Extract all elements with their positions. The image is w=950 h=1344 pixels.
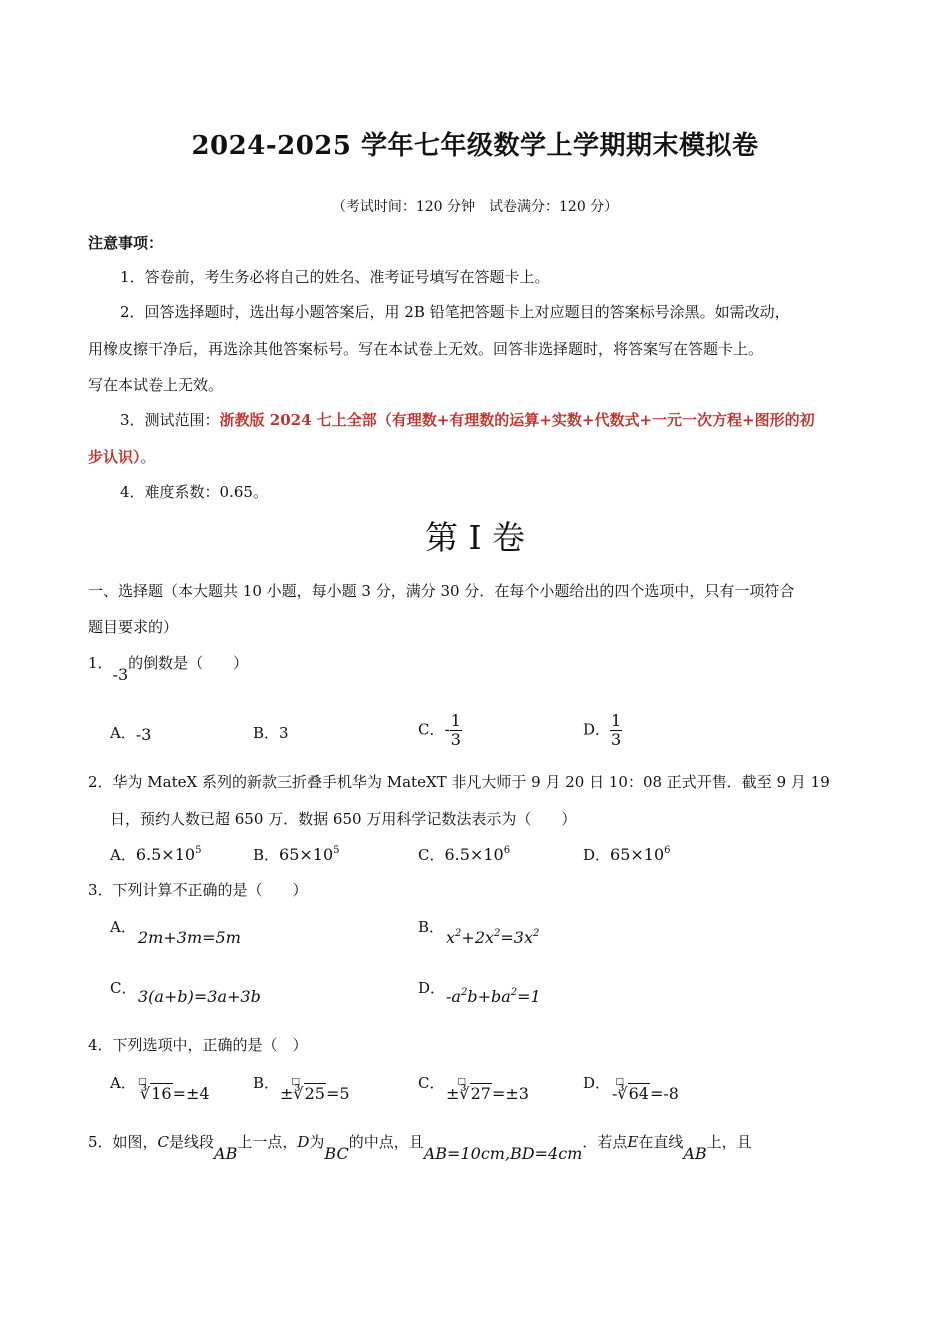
- option-label: A．: [110, 724, 136, 742]
- text: 在直线: [638, 1133, 684, 1151]
- q2-option-b-base: 65×10: [279, 845, 334, 864]
- q1-option-d: [583, 712, 622, 749]
- term: =3x: [500, 928, 533, 947]
- exponent: 2: [533, 928, 540, 939]
- question-3: 3．下列计算不正确的是（ ）: [88, 881, 308, 899]
- cube-root: □ ∛16: [138, 1077, 172, 1103]
- radicand: 25: [304, 1084, 325, 1103]
- q1-option-c-fraction: [450, 712, 462, 749]
- q3-option-a-expr: 2m+3m=5m: [138, 928, 241, 947]
- q1-option-c: [418, 712, 462, 749]
- notice-item-3-prefix: 3．测试范围：: [120, 411, 220, 429]
- option-label: B．: [253, 846, 280, 864]
- part1-heading-line-2: 题目要求的）: [88, 618, 179, 636]
- q3-option-b-label: B．: [418, 918, 445, 936]
- q4-option-c-expr: [446, 1077, 529, 1103]
- exponent: 2: [455, 928, 462, 939]
- q2-option-b: [253, 844, 340, 865]
- question-5: [88, 1131, 752, 1163]
- term: +2x: [461, 928, 495, 947]
- question-1-text: 的倒数是（ ）: [128, 654, 249, 672]
- radicand: 16: [151, 1084, 172, 1103]
- notice-item-2-line-1: 2．回答选择题时，选出每小题答案后，用 2B 铅笔把答题卡上对应题目的答案标号涂黑。如需改动，: [120, 303, 790, 321]
- term: -a: [446, 987, 461, 1006]
- point-e: E: [627, 1133, 639, 1151]
- q1-option-a-value: -3: [135, 725, 152, 744]
- term: =-8: [649, 1084, 679, 1103]
- q3-option-d-expr: [446, 987, 541, 1006]
- notice-item-2-line-2: 用橡皮擦干净后，再选涂其他答案标号。写在本试卷上无效。回答非选择题时，将答案写在答题卡上。: [88, 340, 764, 358]
- term: =±3: [491, 1084, 529, 1103]
- question-1-expr: -3: [112, 665, 129, 684]
- option-label: A．: [110, 846, 136, 864]
- point-d: D: [297, 1133, 310, 1151]
- question-1-number: 1．: [88, 654, 113, 672]
- question-4: 4．下列选项中，正确的是（ ）: [88, 1036, 308, 1054]
- test-scope: 浙教版 2024 七上全部（有理数+有理数的运算+实数+代数式+一元一次方程+图形的初: [219, 411, 815, 429]
- segment-bc: BC: [324, 1144, 349, 1163]
- exponent: 2: [494, 928, 501, 939]
- term: =1: [517, 987, 541, 1006]
- notice-item-4: 4．难度系数：0.65。: [120, 483, 268, 501]
- question-2-line-2: 日，预约人数已超 650 万．数据 650 万用科学记数法表示为（ ）: [110, 810, 577, 828]
- q1-option-a: [110, 722, 151, 743]
- q1-option-d-fraction: [610, 712, 622, 749]
- exponent: 2: [460, 987, 468, 998]
- notice-item-3-suffix: 。: [140, 448, 156, 466]
- part1-heading-line-1: 一、选择题（本大题共 10 小题，每小题 3 分，满分 30 分．在每个小题给出的四个选项中，只有一项符合: [88, 582, 795, 600]
- cube-root: □ ∛27: [457, 1077, 491, 1103]
- text: ．若点: [582, 1133, 628, 1151]
- exponent: 6: [664, 845, 671, 856]
- q2-option-c: [418, 844, 510, 865]
- option-label: C．: [418, 720, 445, 739]
- given-condition: AB=10cm,BD=4cm: [423, 1144, 583, 1163]
- text: 5．如图，: [88, 1133, 158, 1151]
- line-ab: AB: [683, 1144, 707, 1163]
- q3-option-c-expr: 3(a+b)=3a+3b: [138, 987, 261, 1006]
- option-label: D．: [583, 846, 611, 864]
- notice-item-1: 1．答卷前，考生务必将自己的姓名、准考证号填写在答题卡上。: [120, 268, 550, 286]
- text: 上一点，: [237, 1133, 298, 1151]
- q3-option-d-label: D．: [418, 979, 446, 997]
- q1-option-c-sign: -: [444, 719, 450, 739]
- cube-root: □ ∛25: [291, 1077, 325, 1103]
- denominator: 3: [610, 730, 622, 749]
- q4-option-a-expr: [138, 1077, 210, 1103]
- root-index: □: [138, 1077, 147, 1087]
- text: 的中点，且: [348, 1133, 424, 1151]
- section-title: 第 I 卷: [424, 518, 525, 557]
- q2-option-d: [583, 844, 671, 865]
- test-scope-continued: 步认识）: [88, 448, 141, 466]
- term: x: [446, 928, 456, 947]
- q4-option-d-expr: [612, 1077, 679, 1103]
- exponent: 5: [333, 845, 340, 856]
- root-index: □: [615, 1077, 624, 1087]
- notice-item-3-line-2: [88, 446, 156, 467]
- term: =±4: [172, 1084, 210, 1103]
- exam-info: （考试时间：120 分钟 试卷满分：120 分）: [331, 199, 619, 215]
- root-index: □: [291, 1077, 300, 1087]
- q4-option-b-label: B．: [253, 1074, 280, 1092]
- cube-root: □ ∛64: [615, 1077, 649, 1103]
- exam-title: 2024-2025 学年七年级数学上学期期末模拟卷: [191, 131, 759, 161]
- option-label: B．: [253, 724, 280, 742]
- notice-item-3-line-1: [120, 409, 815, 430]
- text: 是线段: [169, 1133, 215, 1151]
- root-index: □: [457, 1077, 466, 1087]
- option-label: C．: [418, 846, 445, 864]
- denominator: 3: [450, 730, 461, 749]
- segment-ab: AB: [214, 1144, 238, 1163]
- radicand: 27: [470, 1084, 491, 1103]
- q3-option-c-label: C．: [110, 979, 137, 997]
- q3-option-b-expr: [446, 928, 539, 947]
- term: b+ba: [467, 987, 511, 1006]
- question-1: [88, 652, 249, 684]
- exponent: 6: [503, 845, 511, 856]
- q4-option-b-expr: [280, 1077, 350, 1103]
- exponent: 5: [195, 845, 202, 856]
- text: 为: [309, 1133, 325, 1151]
- q4-option-c-label: C．: [418, 1074, 445, 1092]
- term: -: [612, 1084, 618, 1103]
- q3-option-a-label: A．: [110, 918, 136, 936]
- term: ±: [280, 1084, 294, 1103]
- q4-option-a-label: A．: [110, 1074, 136, 1092]
- q2-option-d-base: 65×10: [610, 845, 665, 864]
- radicand: 64: [628, 1084, 649, 1103]
- term: =5: [325, 1084, 350, 1103]
- q1-option-b: [253, 722, 289, 743]
- q2-option-c-base: 6.5×10: [444, 845, 504, 864]
- numerator: 1: [610, 711, 622, 730]
- notice-item-2-line-3: 写在本试卷上无效。: [88, 376, 224, 394]
- q4-option-d-label: D．: [583, 1074, 611, 1092]
- q1-option-b-value: 3: [279, 724, 289, 742]
- q2-option-a-base: 6.5×10: [135, 845, 196, 864]
- exponent: 2: [510, 987, 518, 998]
- option-label: D．: [583, 720, 611, 739]
- text: 上，且: [706, 1133, 752, 1151]
- question-2-line-1: 2．华为 MateX 系列的新款三折叠手机华为 MateXT 非凡大师于 9 月 20 日 10：08 正式开售．截至 9 月 19: [88, 773, 830, 791]
- point-c: C: [157, 1133, 170, 1151]
- q2-option-a: [110, 844, 201, 865]
- numerator: 1: [450, 711, 461, 730]
- term: ±: [446, 1084, 460, 1103]
- notice-heading: 注意事项：: [88, 234, 164, 252]
